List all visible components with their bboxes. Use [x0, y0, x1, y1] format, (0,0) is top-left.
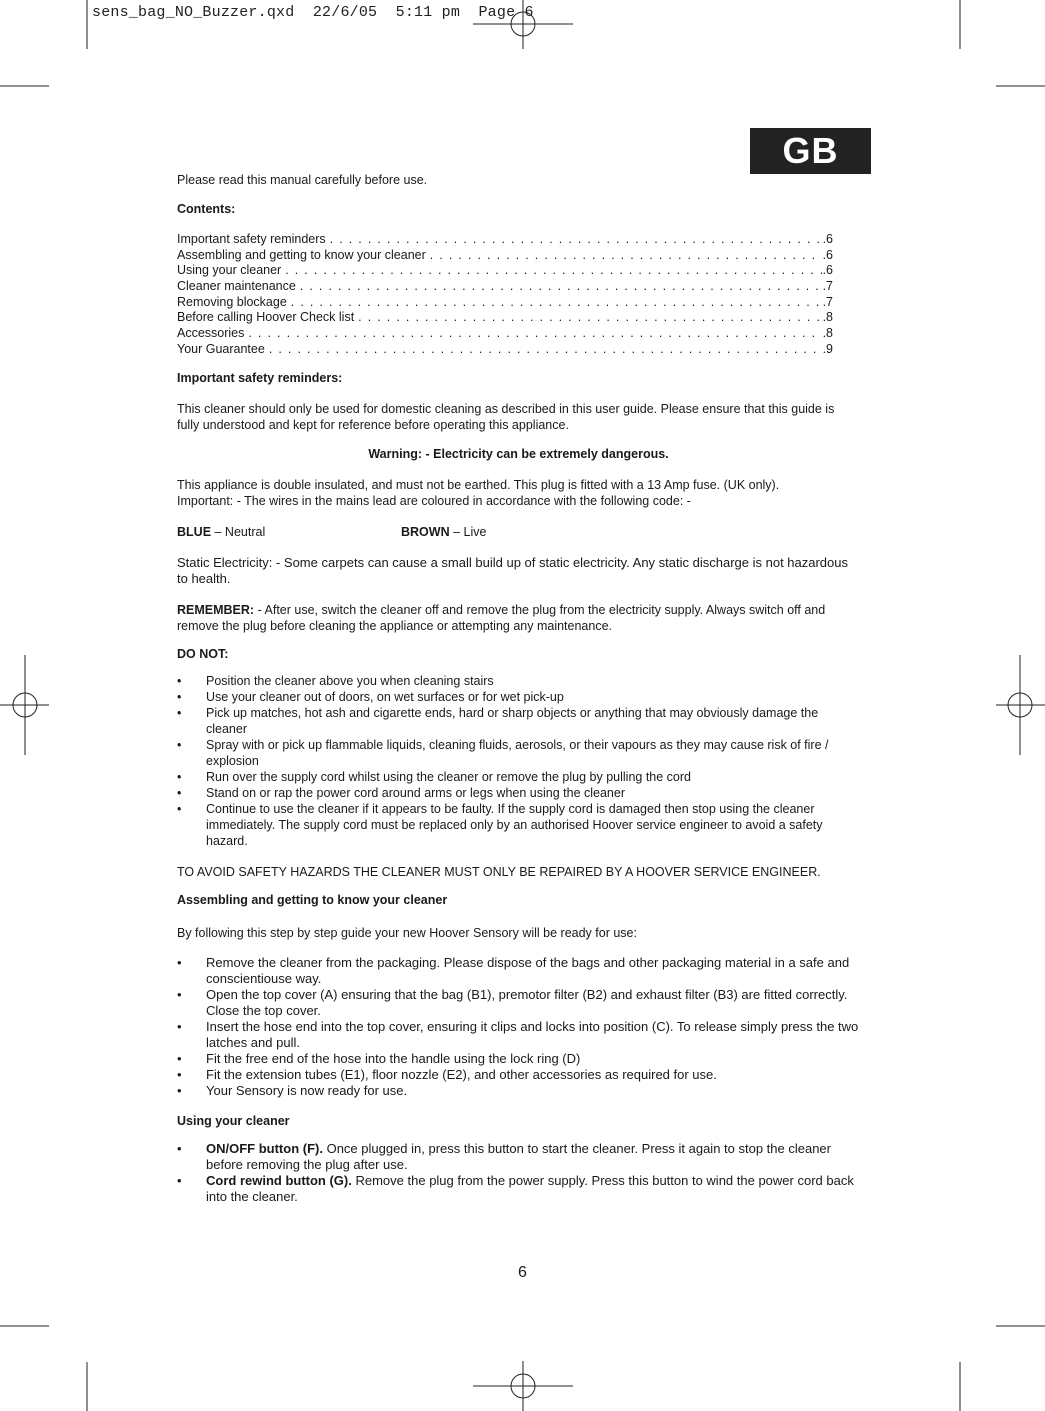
static-electricity-text: Static Electricity: - Some carpets can cause a small build up of static electricity. Any static discharge is not hazardous to health. — [177, 554, 848, 586]
list-item: • Insert the hose end into the top cover, ensuring it clips and locks into position (C). To release simply press the two latches and pull. — [177, 1019, 860, 1051]
blue-text: – Neutral — [211, 524, 266, 539]
toc-item: Accessories . . . .8 — [177, 326, 860, 342]
list-item: • Remove the cleaner from the packaging. Please dispose of the bags and other packaging material in a safe and conscientiouse way. — [177, 955, 860, 987]
list-item: • Position the cleaner above you when cleaning stairs — [177, 673, 860, 689]
toc-item: Assembling and getting to know your cleaner . . . .6 — [177, 248, 860, 264]
page-number: 6 — [518, 1264, 527, 1281]
table-of-contents — [177, 232, 860, 358]
toc-item: Before calling Hoover Check list . . . .8 — [177, 310, 860, 326]
contents-heading: Contents: — [177, 202, 236, 216]
do-not-list — [177, 673, 860, 849]
assembling-intro: By following this step by step guide your new Hoover Sensory will be ready for use: — [177, 925, 637, 940]
brown-text: – Live — [449, 524, 487, 539]
safety-heading: Important safety reminders: — [177, 370, 343, 385]
insulation-text: This appliance is double insulated, and must not be earthed. This plug is fitted with a 13 Amp fuse. (UK only). — [177, 477, 780, 492]
wire-code-text: Important: - The wires in the mains lead are coloured in accordance with the following code: - — [177, 493, 691, 508]
toc-item: Cleaner maintenance . . . .7 — [177, 279, 860, 295]
list-item: • Fit the extension tubes (E1), floor nozzle (E2), and other accessories as required for use. — [177, 1067, 860, 1083]
list-item: • Pick up matches, hot ash and cigarette ends, hard or sharp objects or anything that may obviously damage the cleaner — [177, 705, 860, 737]
remember-paragraph: REMEMBER: - After use, switch the cleaner off and remove the plug from the electricity supply. Always switch off and remove the plug before cleaning the appliance or attempting any maintenance. — [177, 602, 826, 633]
electricity-warning: Warning: - Electricity can be extremely dangerous. — [368, 446, 669, 461]
using-heading: Using your cleaner — [177, 1113, 290, 1128]
toc-item: Removing blockage . . . .7 — [177, 295, 860, 311]
toc-item: Your Guarantee . . . .9 — [177, 342, 860, 358]
safety-paragraph: This cleaner should only be used for domestic cleaning as described in this user guide. Please ensure that this guide is fully understood and kept for reference before operating this appliance. — [177, 401, 835, 432]
list-item: • ON/OFF button (F). Once plugged in, press this button to start the cleaner. Press it again to stop the cleaner before removing the plug after use. — [177, 1141, 860, 1173]
list-item: • Your Sensory is now ready for use. — [177, 1083, 860, 1099]
list-item: • Open the top cover (A) ensuring that the bag (B1), premotor filter (B2) and exhaust filter (B3) are fitted correctly. Close the top cover. — [177, 987, 860, 1019]
list-item: • Spray with or pick up flammable liquids, cleaning fluids, aerosols, or their vapours as they may cause risk of fire / explosion — [177, 737, 860, 769]
language-badge: GB — [750, 128, 871, 174]
list-item: • Stand on or rap the power cord around arms or legs when using the cleaner — [177, 785, 860, 801]
assembling-steps — [177, 955, 860, 1099]
intro-text: Please read this manual carefully before use. — [177, 173, 428, 187]
page-content — [177, 172, 860, 1205]
safety-hazard-notice: TO AVOID SAFETY HAZARDS THE CLEANER MUST ONLY BE REPAIRED BY A HOOVER SERVICE ENGINEER. — [177, 864, 821, 879]
list-item: • Run over the supply cord whilst using the cleaner or remove the plug by pulling the cord — [177, 769, 860, 785]
blue-label: BLUE — [177, 524, 212, 539]
toc-item: Important safety reminders . . . .6 — [177, 232, 860, 248]
do-not-heading: DO NOT: — [177, 646, 229, 661]
wire-colour-codes — [177, 524, 860, 540]
file-slug: sens_bag_NO_Buzzer.qxd 22/6/05 5:11 pm Page 6 — [92, 4, 534, 21]
list-item: • Fit the free end of the hose into the handle using the lock ring (D) — [177, 1051, 860, 1067]
assembling-heading: Assembling and getting to know your cleaner — [177, 892, 448, 907]
brown-label: BROWN — [401, 524, 450, 539]
list-item: • Cord rewind button (G). Remove the plug from the power supply. Press this button to wind the power cord back into the cleaner. — [177, 1173, 860, 1205]
using-steps — [177, 1141, 860, 1205]
list-item: • Use your cleaner out of doors, on wet surfaces or for wet pick-up — [177, 689, 860, 705]
list-item: • Continue to use the cleaner if it appears to be faulty. If the supply cord is damaged then stop using the cleaner immediately. The supply cord must be replaced only by an authorised Hoover service engineer to avoid a safety hazard. — [177, 801, 860, 849]
toc-item: Using your cleaner . . . .6 — [177, 263, 860, 279]
